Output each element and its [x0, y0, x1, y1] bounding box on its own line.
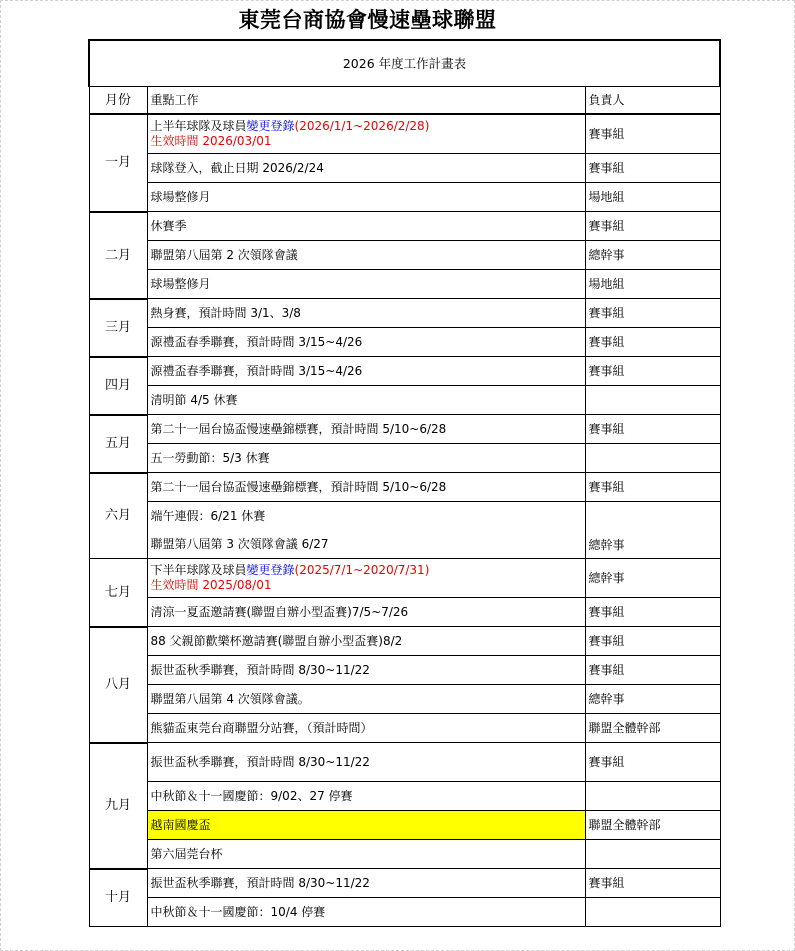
month-sep: 九月 [89, 743, 147, 869]
task-jan-1-range: (2026/1/1~2026/2/28) [294, 119, 430, 133]
task-may-1: 第二十一屆台協盃慢速壘錦標賽，預計時間 5/10~6/28 [147, 415, 585, 444]
task-jul-1-prefix: 下半年球隊及球員 [150, 563, 247, 577]
owner-jan-1: 賽事組 [585, 114, 720, 154]
task-jun-3: 聯盟第八屆第 3 次領隊會議 6/27 [147, 530, 585, 559]
task-aug-3: 聯盟第八屆第 4 次領隊會議。 [147, 685, 585, 714]
owner-aug-1: 賽事組 [585, 627, 720, 656]
task-jun-1: 第二十一屆台協盃慢速壘錦標賽，預計時間 5/10~6/28 [147, 473, 585, 502]
task-feb-3: 球場整修月 [147, 270, 585, 299]
owner-jan-2: 賽事組 [585, 154, 720, 183]
month-jul: 七月 [89, 559, 147, 627]
month-feb: 二月 [89, 212, 147, 299]
task-jan-1 [147, 114, 585, 154]
header-owner: 負責人 [585, 87, 720, 115]
owner-jul-2: 賽事組 [585, 598, 720, 627]
owner-mar-2: 賽事組 [585, 328, 720, 357]
task-mar-1: 熱身賽，預計時間 3/1、3/8 [147, 299, 585, 328]
owner-mar-1: 賽事組 [585, 299, 720, 328]
owner-aug-3: 總幹事 [585, 685, 720, 714]
task-jul-1 [147, 559, 585, 598]
task-jan-3: 球場整修月 [147, 183, 585, 212]
month-jan: 一月 [89, 114, 147, 212]
month-jun: 六月 [89, 473, 147, 559]
owner-may-1: 賽事組 [585, 415, 720, 444]
task-oct-1: 振世盃秋季聯賽，預計時間 8/30~11/22 [147, 869, 585, 898]
month-aug: 八月 [89, 627, 147, 743]
owner-feb-2: 總幹事 [585, 241, 720, 270]
owner-oct-1: 賽事組 [585, 869, 720, 898]
task-oct-2: 中秋節＆十一國慶節：10/4 停賽 [147, 898, 585, 927]
task-feb-2: 聯盟第八屆第 2 次領隊會議 [147, 241, 585, 270]
task-jul-2: 清涼一夏盃邀請賽(聯盟自辦小型盃賽)7/5~7/26 [147, 598, 585, 627]
task-jan-1-prefix: 上半年球隊及球員 [150, 119, 247, 133]
month-oct: 十月 [89, 869, 147, 927]
task-aug-2: 振世盃秋季聯賽，預計時間 8/30~11/22 [147, 656, 585, 685]
owner-jun-1: 賽事組 [585, 473, 720, 502]
owner-jun-3: 總幹事 [585, 502, 720, 559]
change-registration-link[interactable]: 變更登錄 [246, 119, 295, 133]
month-mar: 三月 [89, 299, 147, 357]
task-mar-2: 源禮盃春季聯賽，預計時間 3/15~4/26 [147, 328, 585, 357]
owner-sep-3: 聯盟全體幹部 [585, 811, 720, 840]
table-caption: 2026 年度工作計畫表 [89, 40, 720, 87]
header-task: 重點工作 [147, 87, 585, 115]
header-month: 月份 [89, 87, 147, 115]
task-jul-1-range: (2025/7/1~2020/7/31) [294, 563, 430, 577]
task-jan-2: 球隊登入，截止日期 2026/2/24 [147, 154, 585, 183]
task-sep-3: 越南國慶盃 [147, 811, 585, 840]
owner-feb-1: 賽事組 [585, 212, 720, 241]
change-registration-link-2[interactable]: 變更登錄 [246, 563, 295, 577]
task-apr-2: 清明節 4/5 休賽 [147, 386, 585, 415]
owner-jul-1: 總幹事 [585, 559, 720, 598]
owner-may-2-empty [585, 444, 720, 473]
task-sep-4: 第六屆莞台杯 [147, 840, 585, 869]
owner-feb-3: 場地組 [585, 270, 720, 299]
task-jun-2: 端午連假：6/21 休賽 [147, 502, 585, 531]
owner-sep-1: 賽事組 [585, 743, 720, 782]
owner-apr-1: 賽事組 [585, 357, 720, 386]
task-sep-2: 中秋節＆十一國慶節：9/02、27 停賽 [147, 782, 585, 811]
owner-jan-3: 場地組 [585, 183, 720, 212]
task-may-2: 五一勞動節：5/3 休賽 [147, 444, 585, 473]
work-plan-table [88, 39, 721, 927]
owner-aug-4: 聯盟全體幹部 [585, 714, 720, 743]
task-apr-1: 源禮盃春季聯賽，預計時間 3/15~4/26 [147, 357, 585, 386]
task-sep-1: 振世盃秋季聯賽，預計時間 8/30~11/22 [147, 743, 585, 782]
owner-oct-2-empty [585, 898, 720, 927]
month-may: 五月 [89, 415, 147, 473]
task-feb-1: 休賽季 [147, 212, 585, 241]
task-aug-4: 熊貓盃東莞台商聯盟分站賽，（預計時間） [147, 714, 585, 743]
task-aug-1: 88 父親節歡樂杯邀請賽(聯盟自辦小型盃賽)8/2 [147, 627, 585, 656]
owner-aug-2: 賽事組 [585, 656, 720, 685]
document-title: 東莞台商協會慢速壘球聯盟 [238, 8, 497, 32]
owner-sep-4-empty [585, 840, 720, 869]
owner-sep-2-empty [585, 782, 720, 811]
owner-apr-2-empty [585, 386, 720, 415]
task-jan-1-effective: 生效時間 2026/03/01 [150, 134, 272, 148]
month-apr: 四月 [89, 357, 147, 415]
task-jul-1-effective: 生效時間 2025/08/01 [150, 578, 272, 592]
